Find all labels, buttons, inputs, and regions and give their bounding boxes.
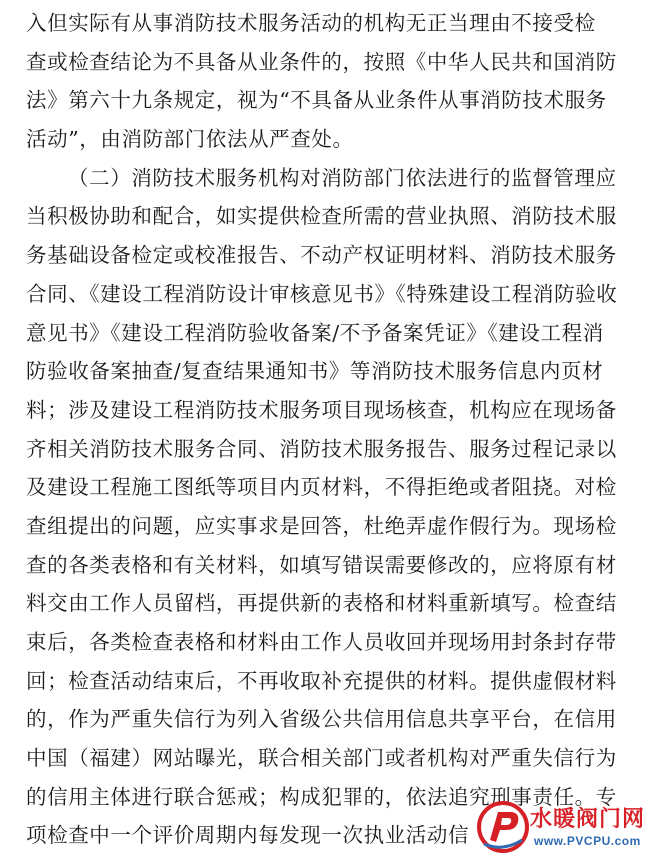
paragraph-line: 意见书》《建设工程消防验收备案/不予备案凭证》《建设工程消 <box>26 320 604 345</box>
paragraph-line: 齐相关消防技术服务合同、消防技术服务报告、服务过程记录以 <box>26 436 617 461</box>
paragraph-line: 束后，各类检查表格和材料由工作人员收回并现场用封条封存带 <box>26 630 617 654</box>
paragraph-line: 入但实际有从事消防技术服务活动的机构无正当理由不接受检 <box>26 11 596 35</box>
paragraph-line: 防验收备案抽查/复查结果通知书》等消防技术服务信息内页材 <box>26 359 604 384</box>
paragraph-line: 料；涉及建设工程消防技术服务项目现场核查，机构应在现场备 <box>26 397 617 422</box>
paragraph-line: 及建设工程施工图纸等项目内页材料，不得拒绝或者阻挠。对检 <box>26 475 617 500</box>
paragraph-line: 回；检查活动结束后，不再收取补充提供的材料。提供虚假材料 <box>26 668 617 693</box>
paragraph-line: 当积极协助和配合，如实提供检查所需的营业执照、消防技术服 <box>26 204 617 229</box>
paragraph-line: 的，作为严重失信行为列入省级公共信用信息共享平台，在信用 <box>26 707 617 732</box>
paragraph-line: 查组提出的问题，应实事求是回答，杜绝弄虚作假行为。现场检 <box>26 513 617 538</box>
paragraph-line: 合同、《建设工程消防设计审核意见书》《特殊建设工程消防验收 <box>26 281 618 306</box>
watermark-title: 水暖阀门网 <box>530 807 646 832</box>
watermark-url: www.PVCPU.com <box>534 834 641 848</box>
paragraph-line: 中国（福建）网站曝光，联合相关部门或者机构对严重失信行为 <box>26 746 617 771</box>
paragraph-line: 活动”，由消防部门依法从严查处。 <box>26 127 354 152</box>
paragraph-line: 料交由工作人员留档，再提供新的表格和材料重新填写。检查结 <box>26 591 617 616</box>
document-body <box>26 4 626 855</box>
paragraph-line: 查的各类表格和有关材料，如填写错误需要修改的，应将原有材 <box>26 552 617 577</box>
pvc-logo-icon <box>476 800 530 854</box>
paragraph-line: 法》第六十九条规定，视为“不具备从业条件从事消防技术服务 <box>26 88 607 113</box>
paragraph-line: 查或检查结论为不具备从业条件的，按照《中华人民共和国消防 <box>26 49 617 74</box>
paragraph-line: 项检查中一个评价周期内每发现一次执业活动信 <box>26 823 470 848</box>
site-watermark <box>476 800 644 858</box>
paragraph-line: 的信用主体进行联合惩戒；构成犯罪的，依法追究刑事责任。专 <box>26 784 617 809</box>
paragraph-line: 务基础设备检定或校准报告、不动产权证明材料、消防技术服务 <box>26 243 617 268</box>
paragraph-line: （二）消防技术服务机构对消防部门依法进行的监督管理应 <box>68 165 617 190</box>
